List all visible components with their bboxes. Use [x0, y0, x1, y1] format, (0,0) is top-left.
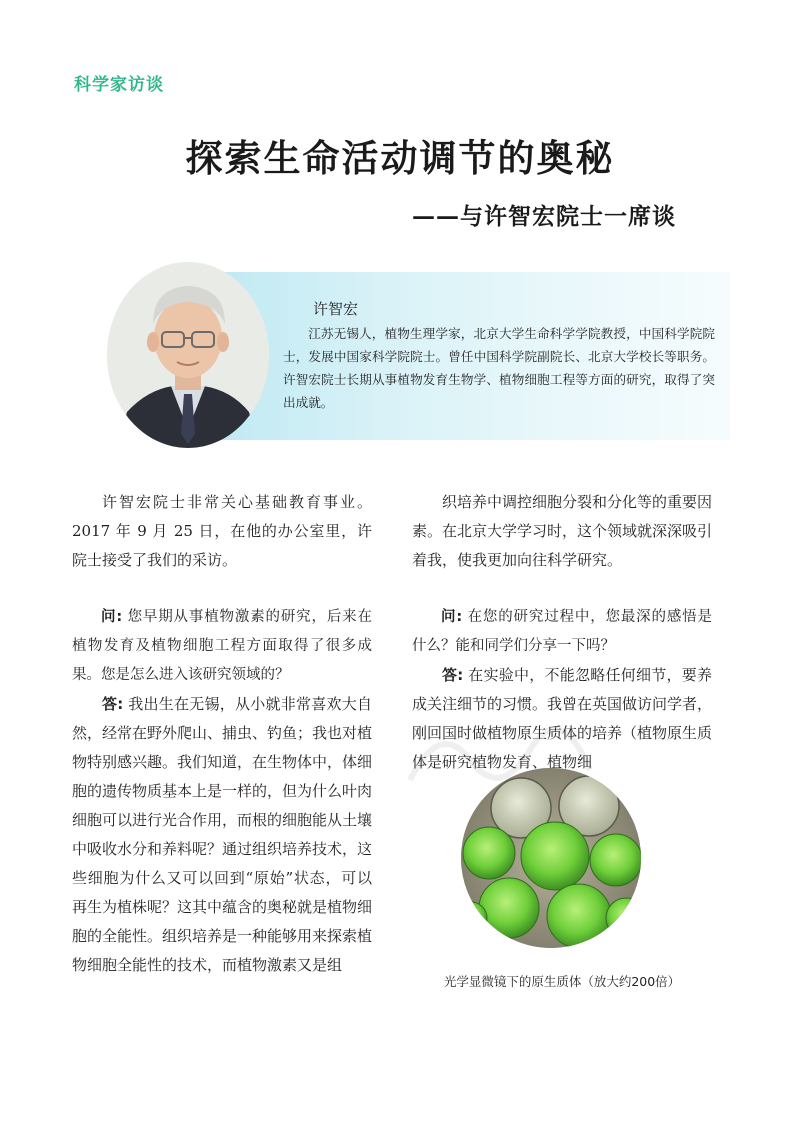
question-2 [412, 603, 712, 661]
microscope-image [461, 768, 641, 948]
answer-2-text: 在实验中，不能忽略任何细节，要养成关注细节的习惯。我曾在英国做访问学者，刚回国时做植物原生质体的培养（植物原生质体是研究植物发育、植物细 [412, 666, 713, 771]
answer-1 [72, 690, 372, 980]
question-1-text: 您早期从事植物激素的研究，后来在植物发育及植物细胞工程方面取得了很多成果。您是怎么进入该研究领域的？ [72, 609, 372, 683]
page-subtitle: ——与许智宏院士一席谈 [412, 203, 676, 230]
intro-paragraph: 许智宏院士非常关心基础教育事业。2017 年 9 月 25 日，在他的办公室里，许院士接受了我们的采访。 [72, 493, 372, 569]
question-2-text: 在您的研究过程中，您最深的感悟是什么？能和同学们分享一下吗？ [412, 609, 712, 654]
answer-1-label: 答: [102, 695, 124, 713]
answer-1-continued: 织培养中调控细胞分裂和分化等的重要因素。在北京大学学习时，这个领域就深深吸引着我，使我更加向往科学研究。 [412, 493, 713, 569]
portrait-illustration [107, 262, 269, 448]
left-column [72, 488, 372, 980]
figure-caption: 光学显微镜下的原生质体（放大约200倍） [443, 974, 681, 989]
question-1 [72, 603, 372, 690]
question-2-label: 问: [441, 609, 463, 625]
question-1-label: 问: [101, 609, 123, 625]
protoplast-illustration [461, 768, 641, 948]
answer-2-label: 答: [442, 666, 464, 684]
page-title: 探索生命活动调节的奥秘 [185, 136, 615, 180]
answer-1-text: 我出生在无锡，从小就非常喜欢大自然，经常在野外爬山、捕虫、钓鱼；我也对植物特别感兴趣。我们知道，在生物体中，体细胞的遗传物质基本上是一样的，但为什么叶肉细胞可以进行光合作用，而根的细胞能从土壤中吸收水分和养料呢？通过组织培养技术，这些细胞为什么又可以回到“原始”状态，可以再生为植株呢？这其中蕴含的奥秘就是植物细胞的全能性。组织培养是一种能够用来探索植物细胞全能性的技术，而植物激素又是组 [72, 695, 373, 974]
right-column [412, 488, 712, 777]
portrait-photo [107, 262, 269, 448]
bio-text: 江苏无锡人，植物生理学家，北京大学生命科学学院教授，中国科学院院士，发展中国家科学院院士。曾任中国科学院副院长、北京大学校长等职务。许智宏院士长期从事植物发育生物学、植物细胞工程等方面的研究，取得了突出成就。 [283, 326, 715, 410]
bio-name: 许智宏 [313, 300, 359, 318]
section-tag: 科学家访谈 [74, 75, 164, 95]
answer-2 [412, 661, 712, 777]
